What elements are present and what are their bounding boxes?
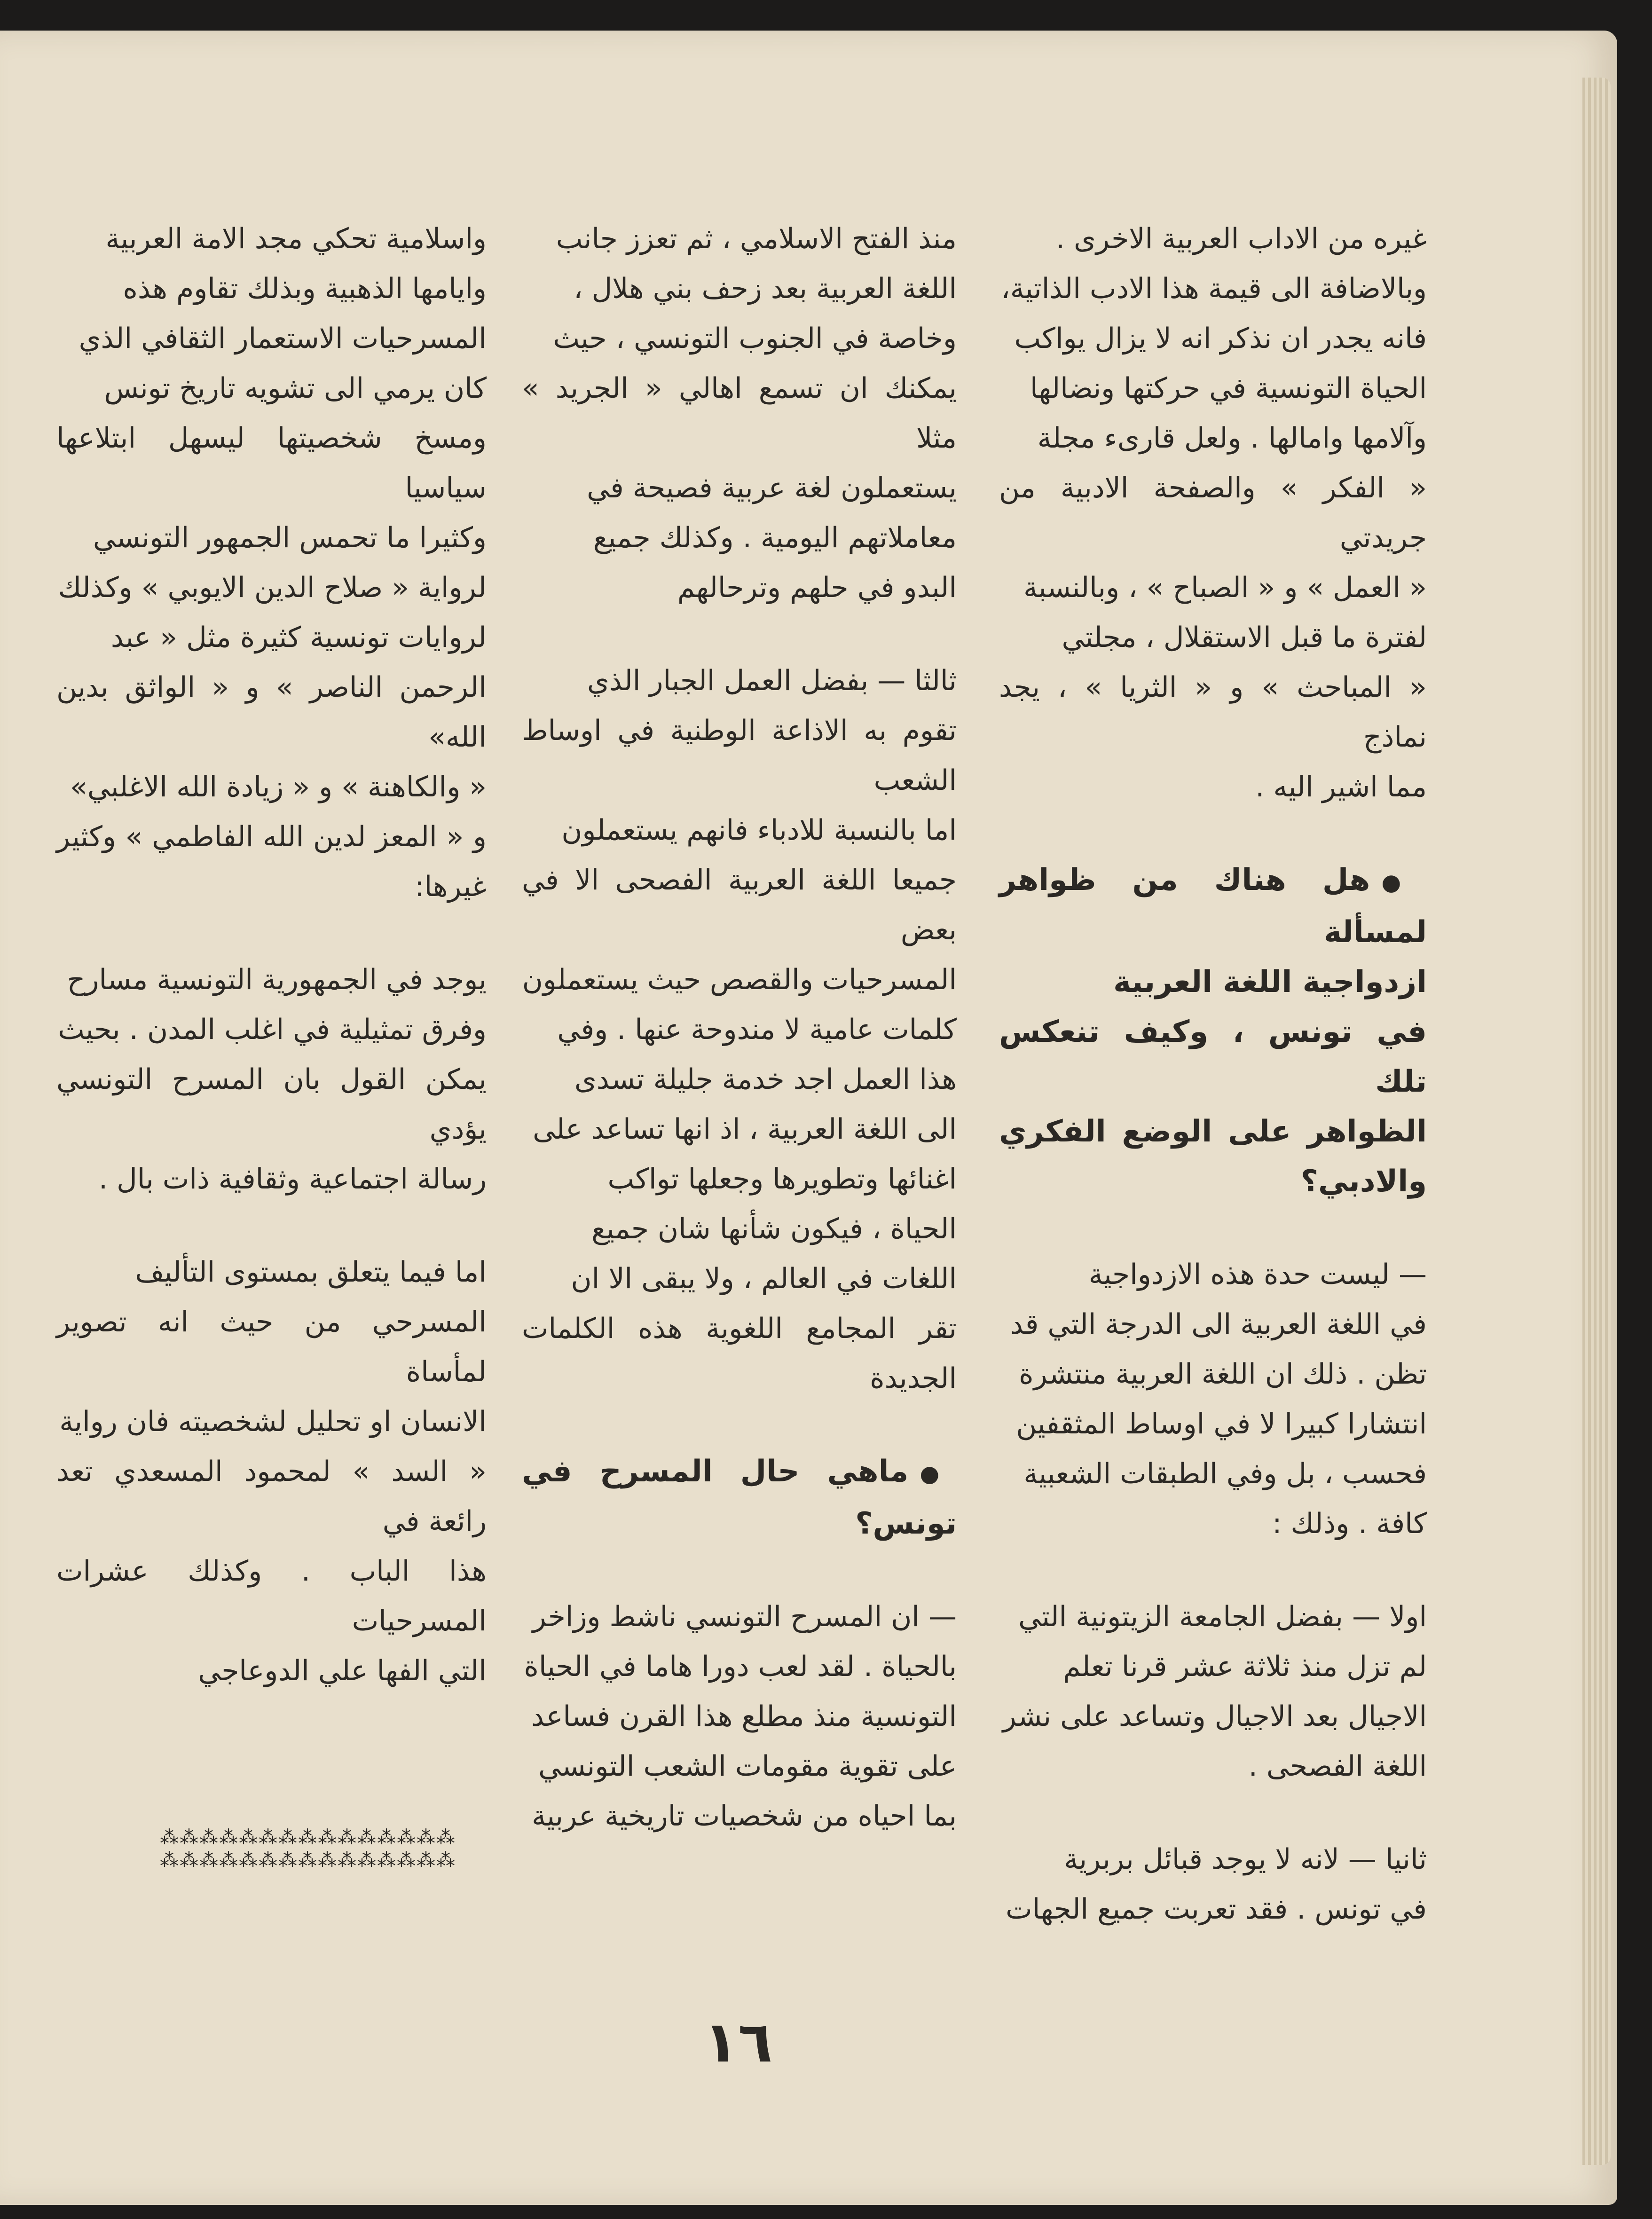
text-line: الاجيال بعد الاجيال وتساعد على نشر [1002,1700,1427,1733]
text-line: انتشارا كبيرا لا في اوساط المثقفين [1016,1408,1427,1440]
text-line: اغنائها وتطويرها وجعلها تواكب [607,1163,957,1196]
text-line: — ليست حدة هذه الازدواجية [1088,1258,1427,1291]
text-line: جميعا اللغة العربية الفصحى الا في بعض [522,864,957,946]
text-line: اما فيما يتعلق بمستوى التأليف [135,1256,487,1289]
text-line: كان يرمي الى تشويه تاريخ تونس [104,372,487,405]
text-line: اللغة العربية بعد زحف بني هلال ، [574,272,957,305]
text-line: مما اشير اليه . [1255,771,1427,803]
column-middle [522,214,957,1841]
text-line: ومسخ شخصيتها ليسهل ابتلاعها سياسيا [56,422,487,504]
text-line: اللغة الفصحى . [1248,1750,1427,1783]
text-line: التي الفها علي الدوعاجي [198,1654,487,1687]
text-line: الى اللغة العربية ، اذ انها تساعد على [533,1113,957,1146]
question-heading: ●هل هناك من ظواهر لمسألة [999,863,1427,950]
text-line: في اللغة العربية الى الدرجة التي قد [1010,1308,1427,1341]
text-line: لفترة ما قبل الاستقلال ، مجلتي [1062,621,1427,654]
text-line: وخاصة في الجنوب التونسي ، حيث [553,322,957,355]
text-line: يمكنك ان تسمع اهالي « الجريد » مثلا [522,372,957,455]
text-line: بما احياه من شخصيات تاريخية عربية [532,1800,957,1833]
ornament-divider: ⁂⁂⁂⁂⁂⁂⁂⁂⁂⁂⁂⁂⁂⁂⁂ ⁂⁂⁂⁂⁂⁂⁂⁂⁂⁂⁂⁂⁂⁂⁂ [160,1827,456,1871]
page-edge [1582,78,1611,2165]
text-line: لرواية « صلاح الدين الايوبي » وكذلك [58,571,487,604]
text-line: « السد » لمحمود المسعدي تعد رائعة في [56,1455,487,1538]
text-line: « الفكر » والصفحة الادبية من جريدتي [999,472,1427,554]
magazine-page [0,31,1617,2205]
text-line: هذا العمل اجد خدمة جليلة تسدى [574,1063,957,1096]
text-line: البدو في حلهم وترحالهم [677,571,957,604]
text-line: تظن . ذلك ان اللغة العربية منتشرة [1019,1358,1427,1391]
text-line: يستعملون لغة عربية فصيحة في [587,472,957,504]
text-line: كلمات عامية لا مندوحة عنها . وفي [557,1013,957,1046]
text-line: في تونس . فقد تعربت جميع الجهات [1006,1893,1427,1926]
text-line: الحياة التونسية في حركتها ونضالها [1030,372,1427,405]
text-line: فانه يجدر ان نذكر انه لا يزال يواكب [1014,322,1427,355]
text-line: « المباحث » و « الثريا » ، يجد نماذج [999,671,1427,754]
text-line: التونسية منذ مطلع هذا القرن فساعد [531,1700,957,1733]
text-line: و « المعز لدين الله الفاطمي » وكثير غيرها: [56,820,487,903]
text-line: — ان المسرح التونسي ناشط وزاخر [532,1600,957,1633]
text-line: الانسان او تحليل لشخصيته فان رواية [59,1405,487,1438]
question-heading-line: الظواهر على الوضع الفكري والادبي؟ [999,1114,1427,1199]
page-number: ١٦ [703,2010,773,2075]
column-left [56,214,487,1696]
text-line: المسرحي من حيث انه تصوير لمأساة [56,1306,487,1388]
bullet-icon: ● [920,1461,957,1487]
text-line: الرحمن الناصر » و « الواثق بدين الله» [56,671,487,754]
text-line: ثانيا — لانه لا يوجد قبائل بربرية [1064,1843,1427,1876]
text-line: لم تزل منذ ثلاثة عشر قرنا تعلم [1063,1650,1427,1683]
text-line: « والكاهنة » و « زيادة الله الاغلبي» [70,771,487,803]
text-line: تقوم به الاذاعة الوطنية في اوساط الشعب [522,714,957,797]
text-line: اولا — بفضل الجامعة الزيتونية التي [1018,1600,1427,1633]
text-line: غيره من الاداب العربية الاخرى . [1055,222,1427,255]
text-line: الحياة ، فيكون شأنها شان جميع [591,1212,957,1245]
question-heading-line: في تونس ، وكيف تنعكس تلك [999,1015,1427,1099]
bullet-icon: ● [1381,869,1427,896]
text-line: وآلامها وامالها . ولعل قارىء مجلة [1037,422,1427,455]
text-line: المسرحيات والقصص حيث يستعملون [522,963,957,996]
text-line: يمكن القول بان المسرح التونسي يؤدي [56,1063,487,1146]
column-right [999,214,1427,1934]
text-line: ثالثا — بفضل العمل الجبار الذي [587,664,957,697]
text-line: « العمل » و « الصباح » ، وبالنسبة [1023,571,1427,604]
question-heading: ●ماهي حال المسرح في تونس؟ [522,1454,957,1541]
text-line: معاملاتهم اليومية . وكذلك جميع [593,521,957,554]
text-line: المسرحيات الاستعمار الثقافي الذي [79,322,487,355]
text-line: وايامها الذهبية وبذلك تقاوم هذه [123,272,487,305]
text-line: رسالة اجتماعية وثقافية ذات بال . [98,1163,487,1196]
text-line: وبالاضافة الى قيمة هذا الادب الذاتية، [1001,272,1427,305]
text-line: فحسب ، بل وفي الطبقات الشعبية [1023,1457,1427,1490]
text-line: بالحياة . لقد لعب دورا هاما في الحياة [524,1650,957,1683]
text-line: هذا الباب . وكذلك عشرات المسرحيات [56,1555,487,1637]
text-line: كافة . وذلك : [1272,1507,1427,1540]
text-line: منذ الفتح الاسلامي ، ثم تعزز جانب [556,222,957,255]
text-line: وفرق تمثيلية في اغلب المدن . بحيث [58,1013,487,1046]
text-line: لروايات تونسية كثيرة مثل « عبد [110,621,487,654]
text-line: على تقوية مقومات الشعب التونسي [538,1750,957,1783]
text-line: يوجد في الجمهورية التونسية مسارح [67,963,487,996]
text-line: اما بالنسبة للادباء فانهم يستعملون [561,814,957,847]
text-line: وكثيرا ما تحمس الجمهور التونسي [93,521,487,554]
text-line: واسلامية تحكي مجد الامة العربية [105,222,487,255]
text-line: اللغات في العالم ، ولا يبقى الا ان [571,1262,957,1295]
text-line: تقر المجامع اللغوية هذه الكلمات الجديدة [522,1312,957,1395]
question-heading-line: ازدواجية اللغة العربية [1113,965,1427,999]
